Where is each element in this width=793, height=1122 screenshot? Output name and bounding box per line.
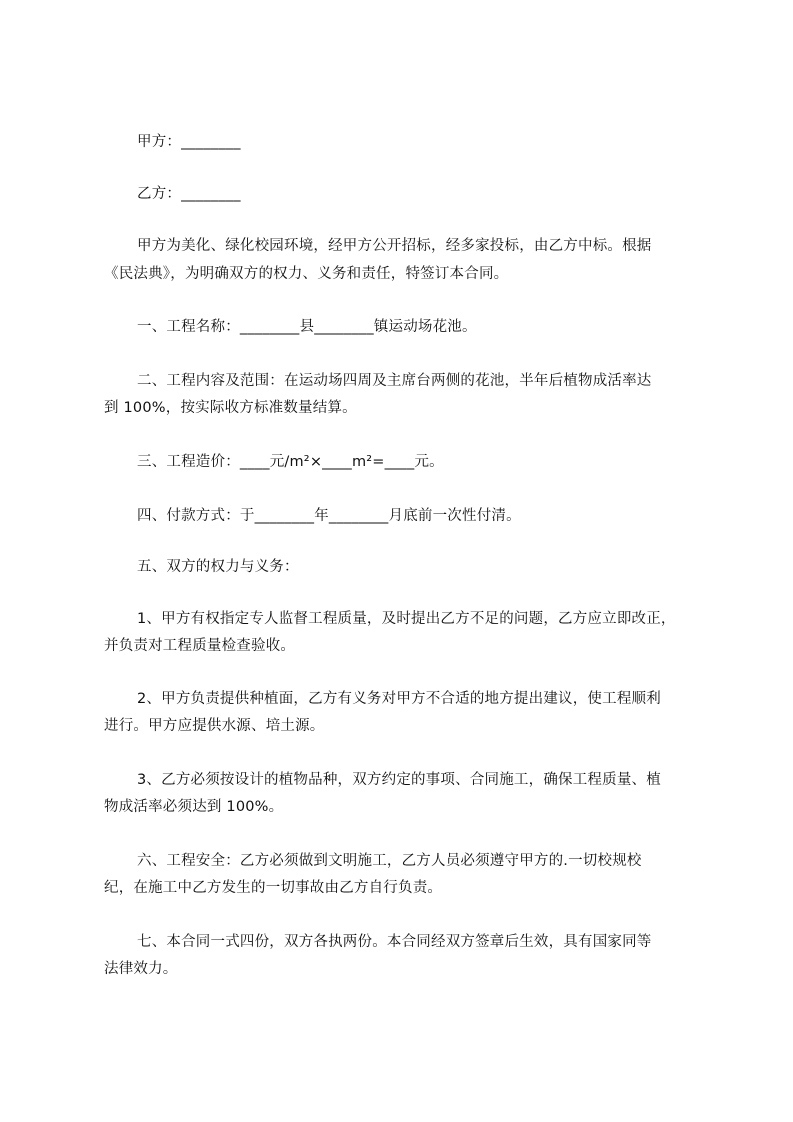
- clause-5-1-line-1: 1、甲方有权指定专人监督工程质量，及时提出乙方不足的问题，乙方应立即改正，: [137, 611, 676, 627]
- intro-paragraph-line-1: 甲方为美化、绿化校园环境，经甲方公开招标，经多家投标，由乙方中标。根据: [137, 238, 652, 254]
- clause-5-2-line-2: 进行。甲方应提供水源、培土源。: [104, 718, 325, 734]
- clause-2-line-2: 到 100%，按实际收方标准数量结算。: [104, 400, 357, 416]
- clause-5-3-line-1: 3、乙方必须按设计的植物品种，双方约定的事项、合同施工，确保工程质量、植: [137, 772, 661, 788]
- clause-5-heading: 五、双方的权力与义务：: [137, 559, 299, 575]
- clause-5-2-line-1: 2、甲方负责提供种植面，乙方有义务对甲方不合适的地方提出建议，使工程顺利: [137, 691, 661, 707]
- clause-5-3-line-2: 物成活率必须达到 100%。: [104, 799, 284, 815]
- party-b-line: 乙方：________: [137, 186, 241, 202]
- clause-1-project-name: 一、工程名称：________县________镇运动场花池。: [137, 319, 477, 335]
- clause-4-payment: 四、付款方式：于________年________月底前一次性付清。: [137, 508, 521, 524]
- clause-3-cost: 三、工程造价：____元/m²×____m²=____元。: [137, 454, 444, 470]
- party-a-line: 甲方：________: [137, 134, 241, 150]
- clause-7-line-1: 七、本合同一式四份，双方各执两份。本合同经双方签章后生效，具有国家同等: [137, 934, 652, 950]
- clause-6-line-1: 六、工程安全：乙方必须做到文明施工，乙方人员必须遵守甲方的.一切校规校: [137, 853, 642, 869]
- clause-2-line-1: 二、工程内容及范围：在运动场四周及主席台两侧的花池，半年后植物成活率达: [137, 373, 652, 389]
- clause-6-line-2: 纪，在施工中乙方发生的一切事故由乙方自行负责。: [104, 880, 443, 896]
- clause-7-line-2: 法律效力。: [104, 961, 178, 977]
- clause-5-1-line-2: 并负责对工程质量检查验收。: [104, 638, 296, 654]
- intro-paragraph-line-2: 《民法典》，为明确双方的权力、义务和责任，特签订本合同。: [104, 266, 509, 282]
